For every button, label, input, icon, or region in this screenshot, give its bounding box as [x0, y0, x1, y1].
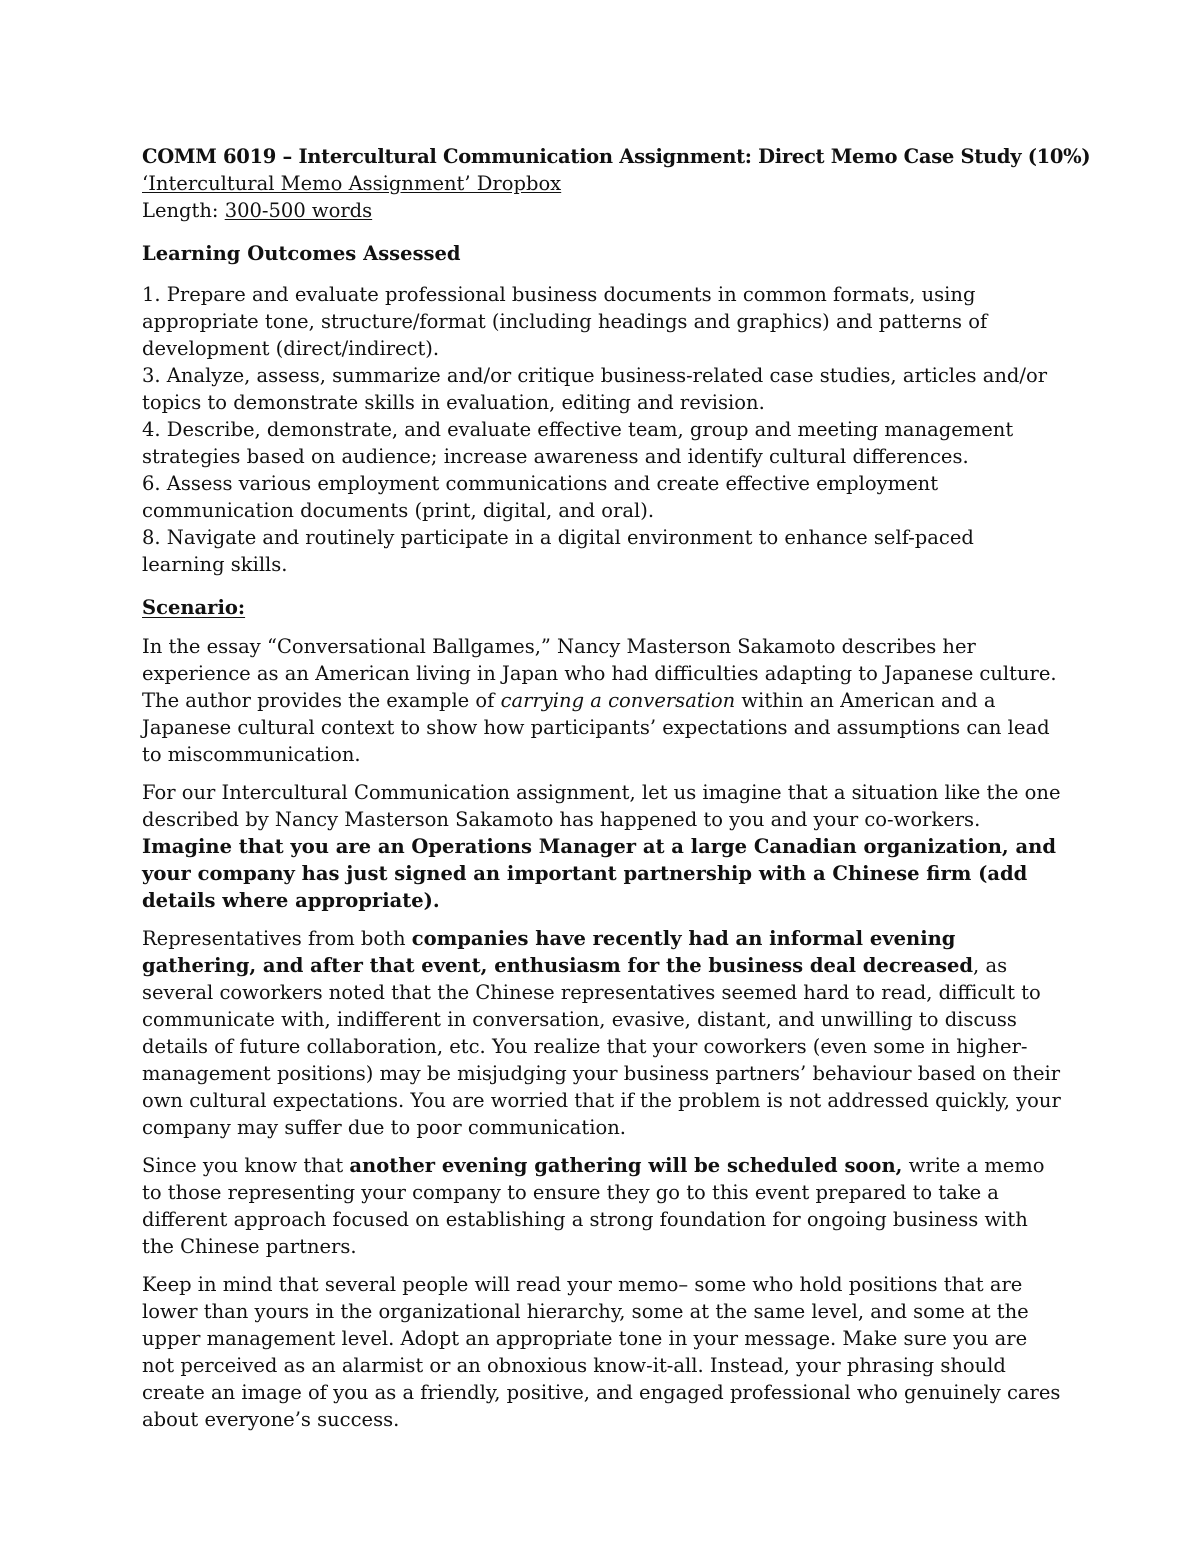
- p3-text-a: Representatives from both: [142, 927, 412, 950]
- outcome-item-6: 6. Assess various employment communications and create effective employment communication documents (print, digital, and oral).: [142, 472, 939, 522]
- p4-bold: another evening gathering will be scheduled soon,: [349, 1154, 903, 1177]
- length-line: [142, 197, 1062, 224]
- scenario-paragraph-3: [142, 925, 1062, 1141]
- outcome-item-4: 4. Describe, demonstrate, and evaluate effective team, group and meeting management strategies based on audience; increase awareness and identify cultural differences.: [142, 418, 1014, 468]
- length-value: 300-500 words: [224, 199, 373, 222]
- dropbox-line: [142, 170, 1062, 197]
- p4-text-c: write a memo to those representing your company to ensure they go to this event prepared to take a different approach focused on establishing a strong foundation for ongoing business with the Chinese partners.: [142, 1154, 1045, 1258]
- scenario-heading: Scenario:: [142, 596, 246, 619]
- outcome-item-1: 1. Prepare and evaluate professional business documents in common formats, using appropriate tone, structure/format (including headings and graphics) and patterns of development (direct/indirect).: [142, 283, 988, 360]
- document-page: [142, 143, 1091, 1444]
- p2-bold: Imagine that you are an Operations Manager at a large Canadian organization, and your company has just signed an important partnership with a Chinese firm (add details where appropriate).: [142, 835, 1056, 912]
- scenario-paragraph-1: [142, 633, 1062, 768]
- p4-text-a: Since you know that: [142, 1154, 350, 1177]
- length-label: Length:: [142, 199, 225, 222]
- outcome-item-3: 3. Analyze, assess, summarize and/or critique business-related case studies, articles and/or topics to demonstrate skills in evaluation, editing and revision.: [142, 364, 1048, 414]
- dropbox-name: ‘Intercultural Memo Assignment’ Dropbox: [142, 172, 562, 195]
- outcome-item-8: 8. Navigate and routinely participate in a digital environment to enhance self-paced learning skills.: [142, 526, 974, 576]
- scenario-paragraph-2: [142, 779, 1062, 914]
- p2-text-a: For our Intercultural Communication assignment, let us imagine that a situation like the one described by Nancy Masterson Sakamoto has happened to you and your co-workers.: [142, 781, 1061, 831]
- p1-text-a: In the essay “Conversational Ballgames,” Nancy Masterson Sakamoto describes her experience as an American living in Japan who had difficulties adapting to Japanese culture. The author provides the example of: [142, 635, 1057, 712]
- p3-bold: companies have recently had an informal evening gathering, and after that event, enthusiasm for the business deal decreased: [142, 927, 974, 977]
- scenario-paragraph-4: [142, 1152, 1062, 1260]
- p3-text-c: , as several coworkers noted that the Chinese representatives seemed hard to read, difficult to communicate with, indifferent in conversation, evasive, distant, and unwilling to discuss details of future collaboration, etc. You realize that your coworkers (even some in higher-management positions) may be misjudging your business partners’ behaviour based on their own cultural expectations. You are worried that if the problem is not addressed quickly, your company may suffer due to poor communication.: [142, 954, 1061, 1139]
- scenario-paragraph-5: Keep in mind that several people will read your memo– some who hold positions that are lower than yours in the organizational hierarchy, some at the same level, and some at the upper management level. Adopt an appropriate tone in your message. Make sure you are not perceived as an alarmist or an obnoxious know-it-all. Instead, your phrasing should create an image of you as a friendly, positive, and engaged professional who genuinely cares about everyone’s success.: [142, 1273, 1061, 1431]
- outcomes-heading: Learning Outcomes Assessed: [142, 242, 461, 265]
- p1-emphasis: carrying a conversation: [500, 689, 736, 712]
- document-title: COMM 6019 – Intercultural Communication Assignment: Direct Memo Case Study (10%): [142, 145, 1091, 168]
- p1-text-c: within an American and a Japanese cultural context to show how participants’ expectations and assumptions can lead to miscommunication.: [142, 689, 1050, 766]
